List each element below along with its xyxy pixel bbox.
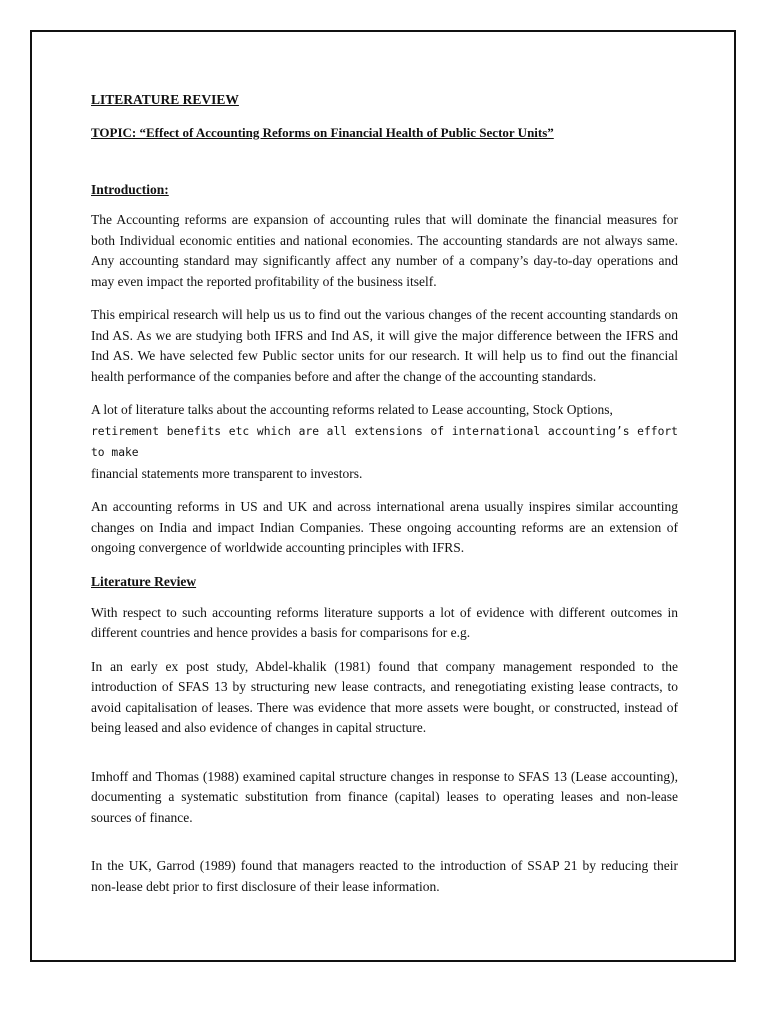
intro-paragraph-1: The Accounting reforms are expansion of accounting rules that will dominate the financial measures for both Individual economic entities and national economies. The accounting standards are not always same. Any accounting standard may significantly affect any number of a company’s day-to-day operations and may even impact the reported profitability of the business itself. bbox=[91, 212, 678, 289]
intro-paragraph-4: An accounting reforms in US and UK and across international arena usually inspires similar accounting changes on India and impact Indian Companies. These ongoing accounting reforms are an extension of ongoing convergence of worldwide accounting principles with IFRS. bbox=[91, 499, 678, 555]
document-title: LITERATURE REVIEW bbox=[91, 92, 239, 107]
intro-paragraph-3 bbox=[91, 400, 678, 484]
intro-paragraph-3-line-3: financial statements more transparent to investors. bbox=[91, 465, 363, 481]
intro-paragraph-2: This empirical research will help us us to find out the various changes of the recent accounting standards on Ind AS. As we are studying both IFRS and Ind AS, it will give the major difference between the IFRS and Ind AS. We have selected few Public sector units for our research. It will help us to find out the financial health performance of the companies before and after the change of the accounting standards. bbox=[91, 307, 678, 384]
lit-paragraph-3: Imhoff and Thomas (1988) examined capital structure changes in response to SFAS 13 (Lease accounting), documenting a systematic substitution from finance (capital) leases to operating leases and non-lease sources of finance. bbox=[91, 768, 678, 825]
literature-review-heading: Literature Review bbox=[91, 573, 197, 589]
introduction-heading: Introduction: bbox=[91, 182, 169, 197]
lit-paragraph-1: With respect to such accounting reforms literature supports a lot of evidence with different outcomes in different countries and hence provides a basis for comparisons for e.g. bbox=[91, 604, 678, 640]
lit-paragraph-4: In the UK, Garrod (1989) found that managers reacted to the introduction of SSAP 21 by reducing their non-lease debt prior to first disclosure of their lease information. bbox=[91, 858, 678, 894]
lit-paragraph-2: In an early ex post study, Abdel-khalik (1981) found that company management responded to the introduction of SFAS 13 by structuring new lease contracts, and renegotiating existing lease contracts, to avoid capitalisation of leases. There was evidence that more assets were bought, or constructed, instead of being leased and also evidence of changes in capital structure. bbox=[91, 658, 678, 735]
intro-paragraph-3-line-1: A lot of literature talks about the accounting reforms related to Lease accounting, Stock Options, bbox=[91, 402, 613, 417]
topic-heading: TOPIC: “Effect of Accounting Reforms on Financial Health of Public Sector Units” bbox=[91, 125, 554, 140]
document-body bbox=[91, 90, 678, 910]
intro-paragraph-3-line-2: retirement benefits etc which are all extensions of international accounting’s effort to make bbox=[91, 424, 678, 459]
